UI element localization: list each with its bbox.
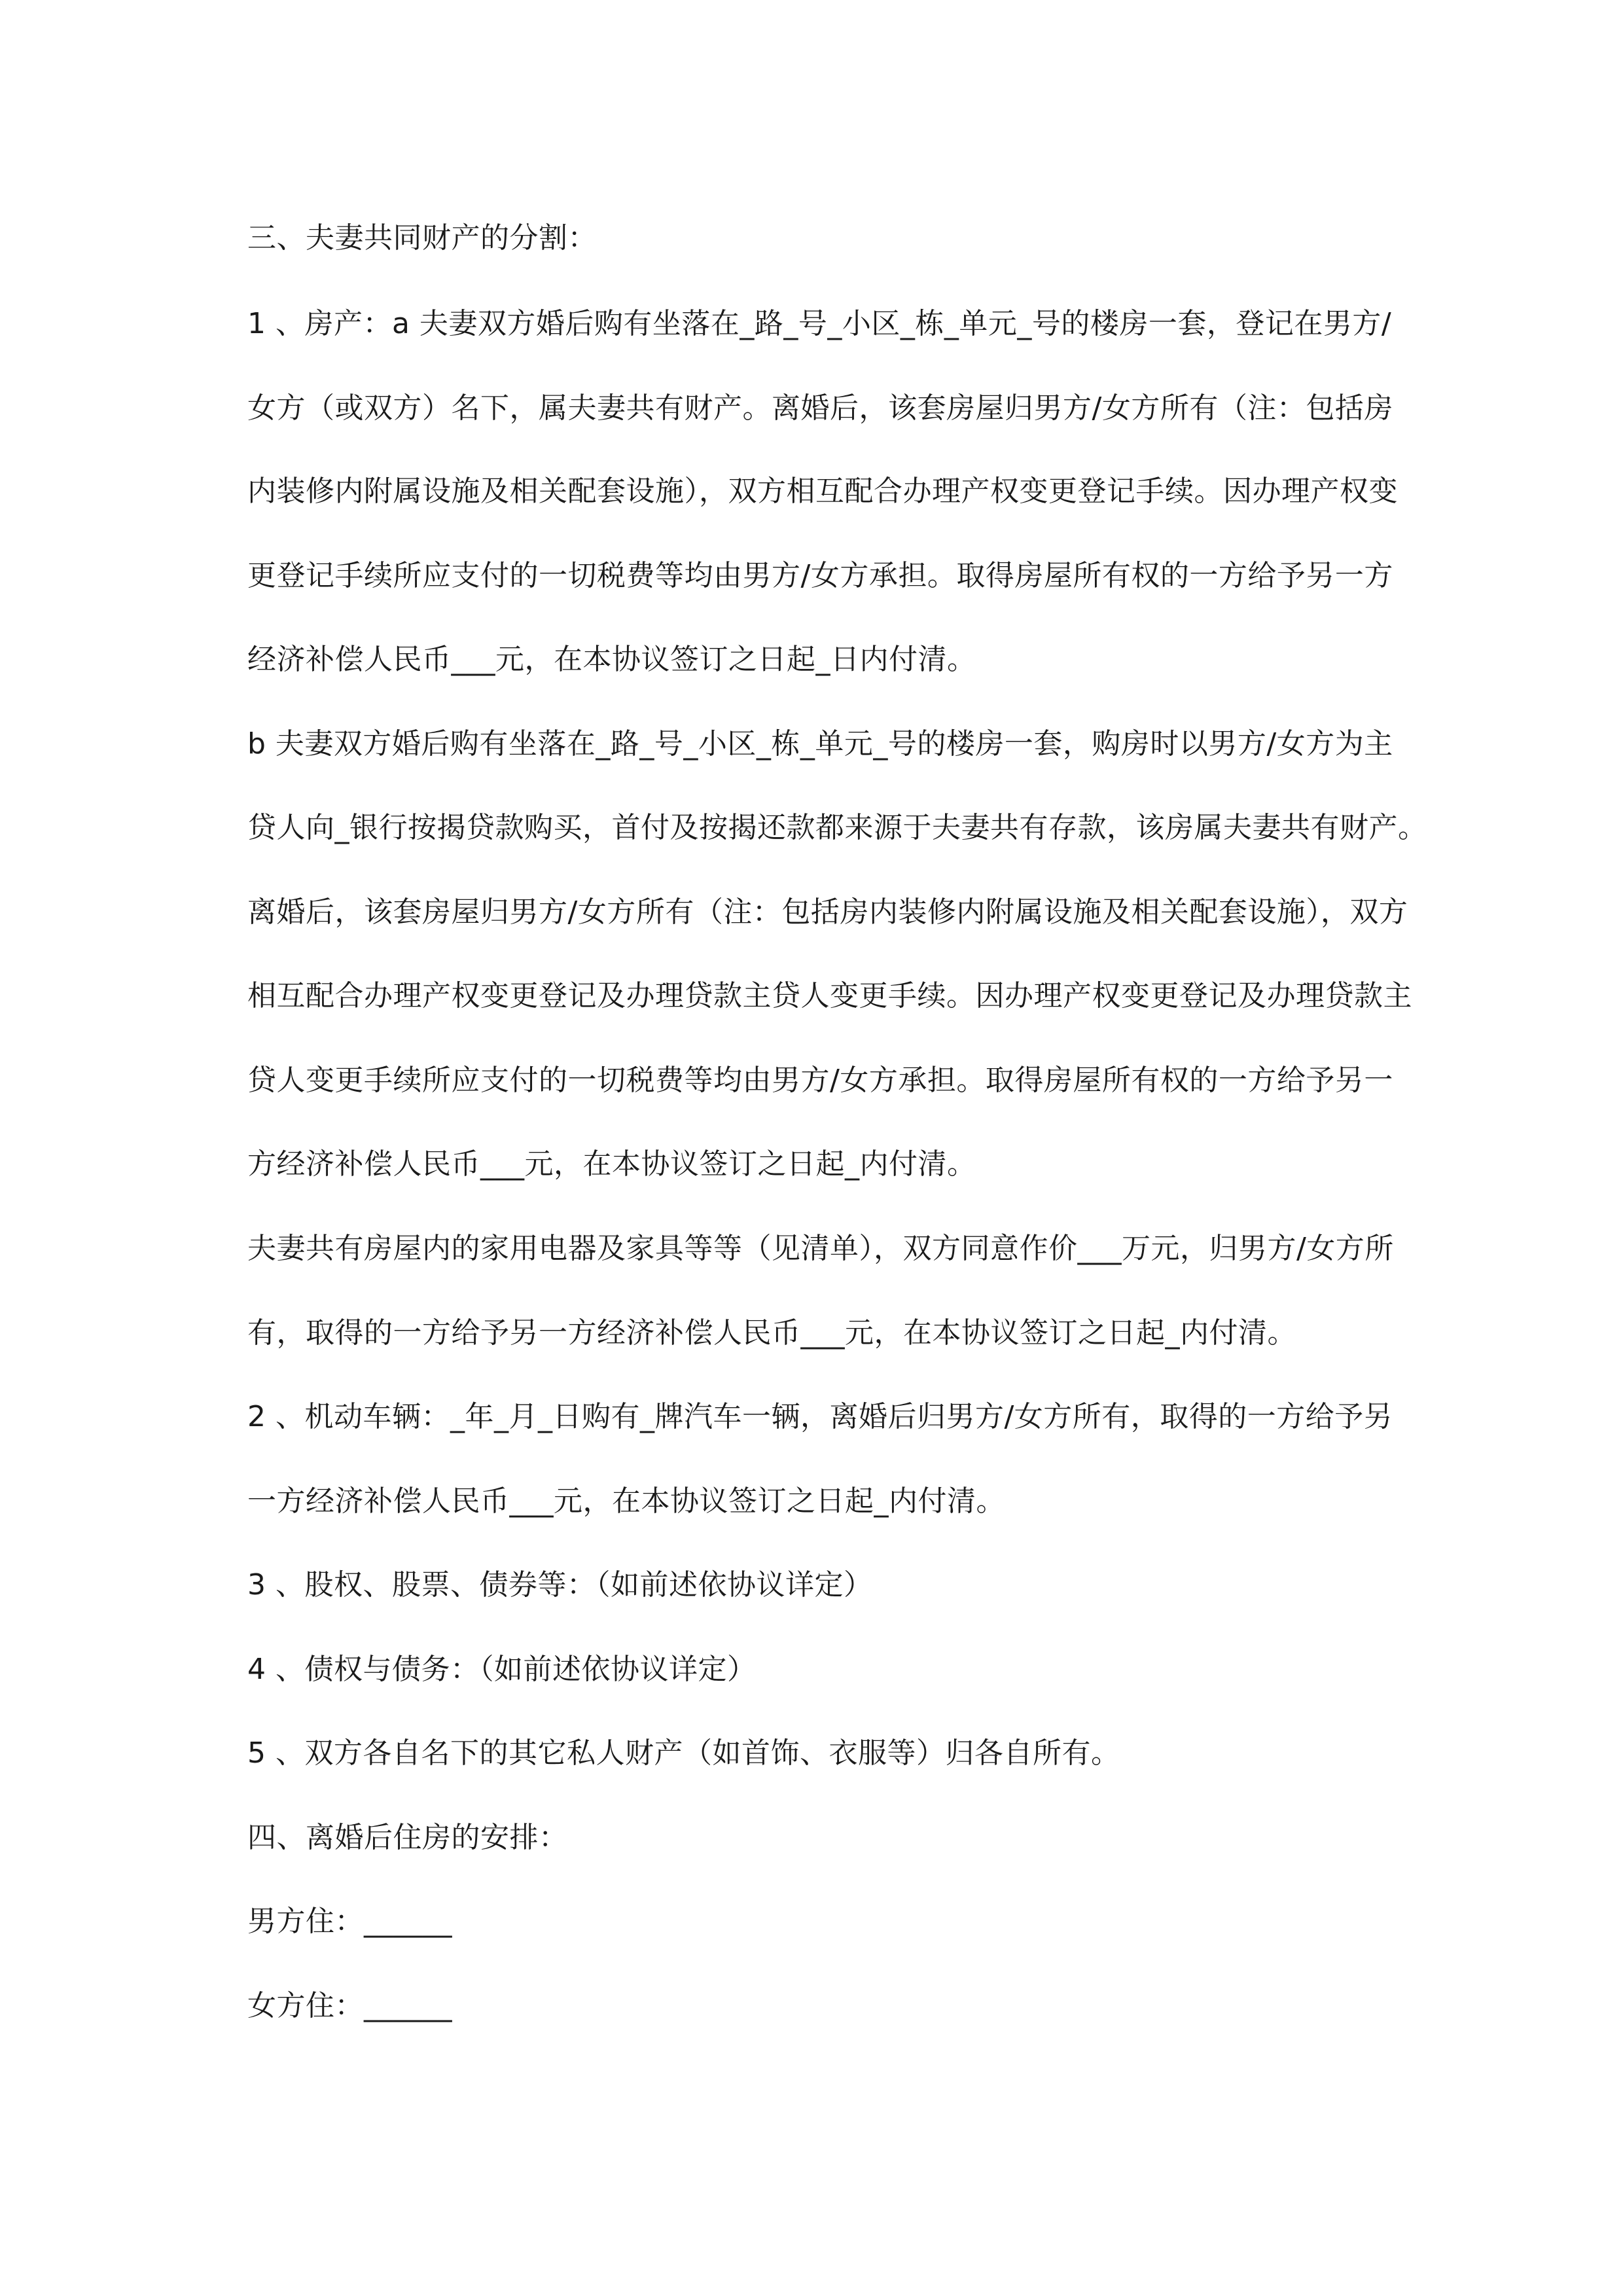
paragraph-line: 3 、股权、股票、债券等：（如前述依协议详定） bbox=[247, 1568, 873, 1602]
paragraph-line: 离婚后，该套房屋归男方/女方所有（注：包括房内装修内附属设施及相关配套设施），双方 bbox=[247, 895, 1408, 929]
paragraph-line: 夫妻共有房屋内的家用电器及家具等等（见清单），双方同意作价___万元，归男方/女方所 bbox=[247, 1232, 1394, 1265]
paragraph-line: 1 、房产：a 夫妻双方婚后购有坐落在_路_号_小区_栋_单元_号的楼房一套，登记在男方/ bbox=[247, 307, 1392, 340]
paragraph-line: 方经济补偿人民币___元，在本协议签订之日起_内付清。 bbox=[247, 1147, 976, 1181]
paragraph-line: 女方（或双方）名下，属夫妻共有财产。离婚后，该套房屋归男方/女方所有（注：包括房 bbox=[247, 391, 1393, 425]
paragraph-line: 贷人变更手续所应支付的一切税费等均由男方/女方承担。取得房屋所有权的一方给予另一 bbox=[247, 1064, 1393, 1097]
male-residence-field: 男方住：______ bbox=[247, 1905, 452, 1938]
paragraph-line: 相互配合办理产权变更登记及办理贷款主贷人变更手续。因办理产权变更登记及办理贷款主 bbox=[247, 979, 1412, 1013]
paragraph-line: 贷人向_银行按揭贷款购买，首付及按揭还款都来源于夫妻共有存款，该房属夫妻共有财产。 bbox=[247, 811, 1427, 844]
paragraph-line: 有，取得的一方给予另一方经济补偿人民币___元，在本协议签订之日起_内付清。 bbox=[247, 1316, 1296, 1350]
paragraph-line: 一方经济补偿人民币___元，在本协议签订之日起_内付清。 bbox=[247, 1484, 1005, 1518]
paragraph-line: 内装修内附属设施及相关配套设施），双方相互配合办理产权变更登记手续。因办理产权变 bbox=[247, 475, 1398, 508]
section-heading-property-division: 三、夫妻共同财产的分割： bbox=[247, 221, 597, 255]
paragraph-line: 经济补偿人民币___元，在本协议签订之日起_日内付清。 bbox=[247, 643, 976, 676]
paragraph-line: 更登记手续所应支付的一切税费等均由男方/女方承担。取得房屋所有权的一方给予另一方 bbox=[247, 559, 1393, 592]
paragraph-line: 5 、双方各自名下的其它私人财产（如首饰、衣服等）归各自所有。 bbox=[247, 1736, 1120, 1770]
paragraph-line: 2 、机动车辆：_年_月_日购有_牌汽车一辆，离婚后归男方/女方所有，取得的一方给予另 bbox=[247, 1400, 1393, 1433]
female-residence-field: 女方住：______ bbox=[247, 1989, 452, 2022]
section-heading-housing: 四、离婚后住房的安排： bbox=[247, 1821, 568, 1854]
paragraph-line: 4 、债权与债务：（如前述依协议详定） bbox=[247, 1653, 757, 1686]
paragraph-line: b 夫妻双方婚后购有坐落在_路_号_小区_栋_单元_号的楼房一套，购房时以男方/女方为主 bbox=[247, 727, 1393, 761]
